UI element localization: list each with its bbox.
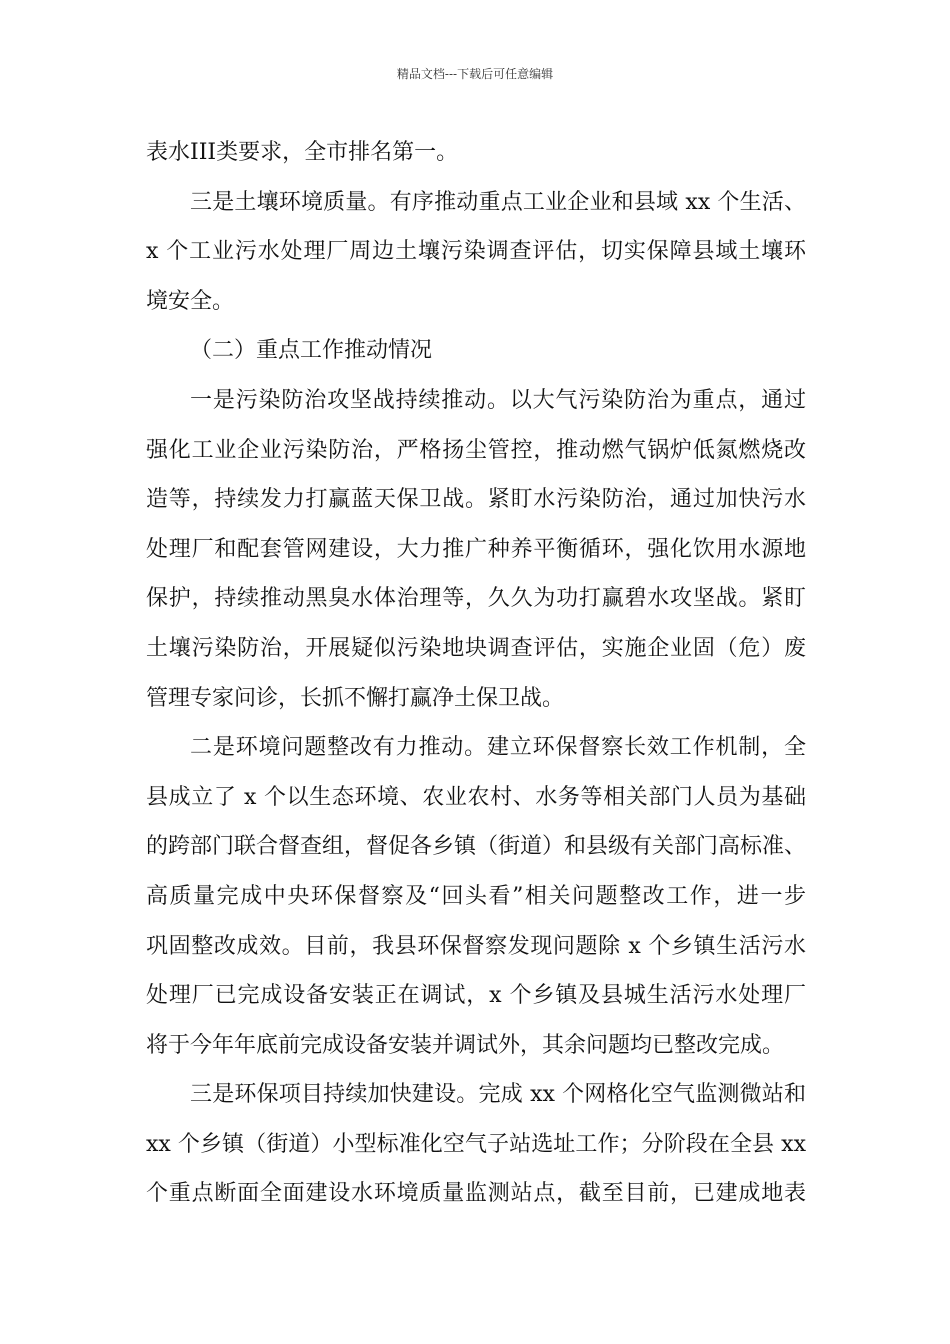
text-line: 高质量完成中央环保督察及“回头看”相关问题整改工作，进一步: [146, 883, 806, 909]
text-line: 处理厂和配套管网建设，大力推广种养平衡循环，强化饮用水源地: [146, 536, 806, 562]
text-line: 表水III类要求，全市排名第一。: [146, 140, 459, 165]
text-line: 保护，持续推动黑臭水体治理等，久久为功打赢碧水攻坚战。紧盯: [146, 586, 806, 612]
text-line: 三是土壤环境质量。有序推动重点工业企业和县域 xx 个生活、: [190, 189, 806, 215]
page-header: 精品文档---下载后可任意编辑: [396, 67, 554, 81]
text-line: 将于今年年底前完成设备安装并调试外，其余问题均已整改完成。: [146, 1032, 785, 1058]
text-line: 个重点断面全面建设水环境质量监测站点，截至目前，已建成地表: [146, 1181, 806, 1207]
text-line: 造等，持续发力打赢蓝天保卫战。紧盯水污染防治，通过加快污水: [146, 487, 806, 513]
text-line: 二是环境问题整改有力推动。建立环保督察长效工作机制，全: [190, 735, 806, 761]
text-line: xx 个乡镇（街道）小型标准化空气子站选址工作；分阶段在全县 xx: [146, 1131, 806, 1157]
text-line: 一是污染防治攻坚战持续推动。以大气污染防治为重点，通过: [190, 387, 806, 413]
section-heading: （二）重点工作推动情况: [190, 338, 433, 364]
text-line: 管理专家问诊，长抓不懈打赢净土保卫战。: [146, 685, 565, 711]
text-line: 处理厂已完成设备安装正在调试，x 个乡镇及县城生活污水处理厂: [146, 983, 806, 1009]
text-line: 强化工业企业污染防治，严格扬尘管控，推动燃气锅炉低氮燃烧改: [146, 437, 806, 463]
text-line: 县成立了 x 个以生态环境、农业农村、水务等相关部门人员为基础: [146, 784, 806, 810]
text-line: 巩固整改成效。目前，我县环保督察发现问题除 x 个乡镇生活污水: [146, 933, 806, 959]
text-line: 三是环保项目持续加快建设。完成 xx 个网格化空气监测微站和: [190, 1082, 806, 1108]
text-line: x 个工业污水处理厂周边土壤污染调查评估，切实保障县域土壤环: [146, 239, 806, 265]
text-line: 的跨部门联合督查组，督促各乡镇（街道）和县级有关部门高标准、: [146, 834, 806, 860]
text-line: 土壤污染防治，开展疑似污染地块调查评估，实施企业固（危）废: [146, 635, 806, 661]
text-line: 境安全。: [146, 288, 235, 314]
document-body: [146, 128, 806, 1219]
